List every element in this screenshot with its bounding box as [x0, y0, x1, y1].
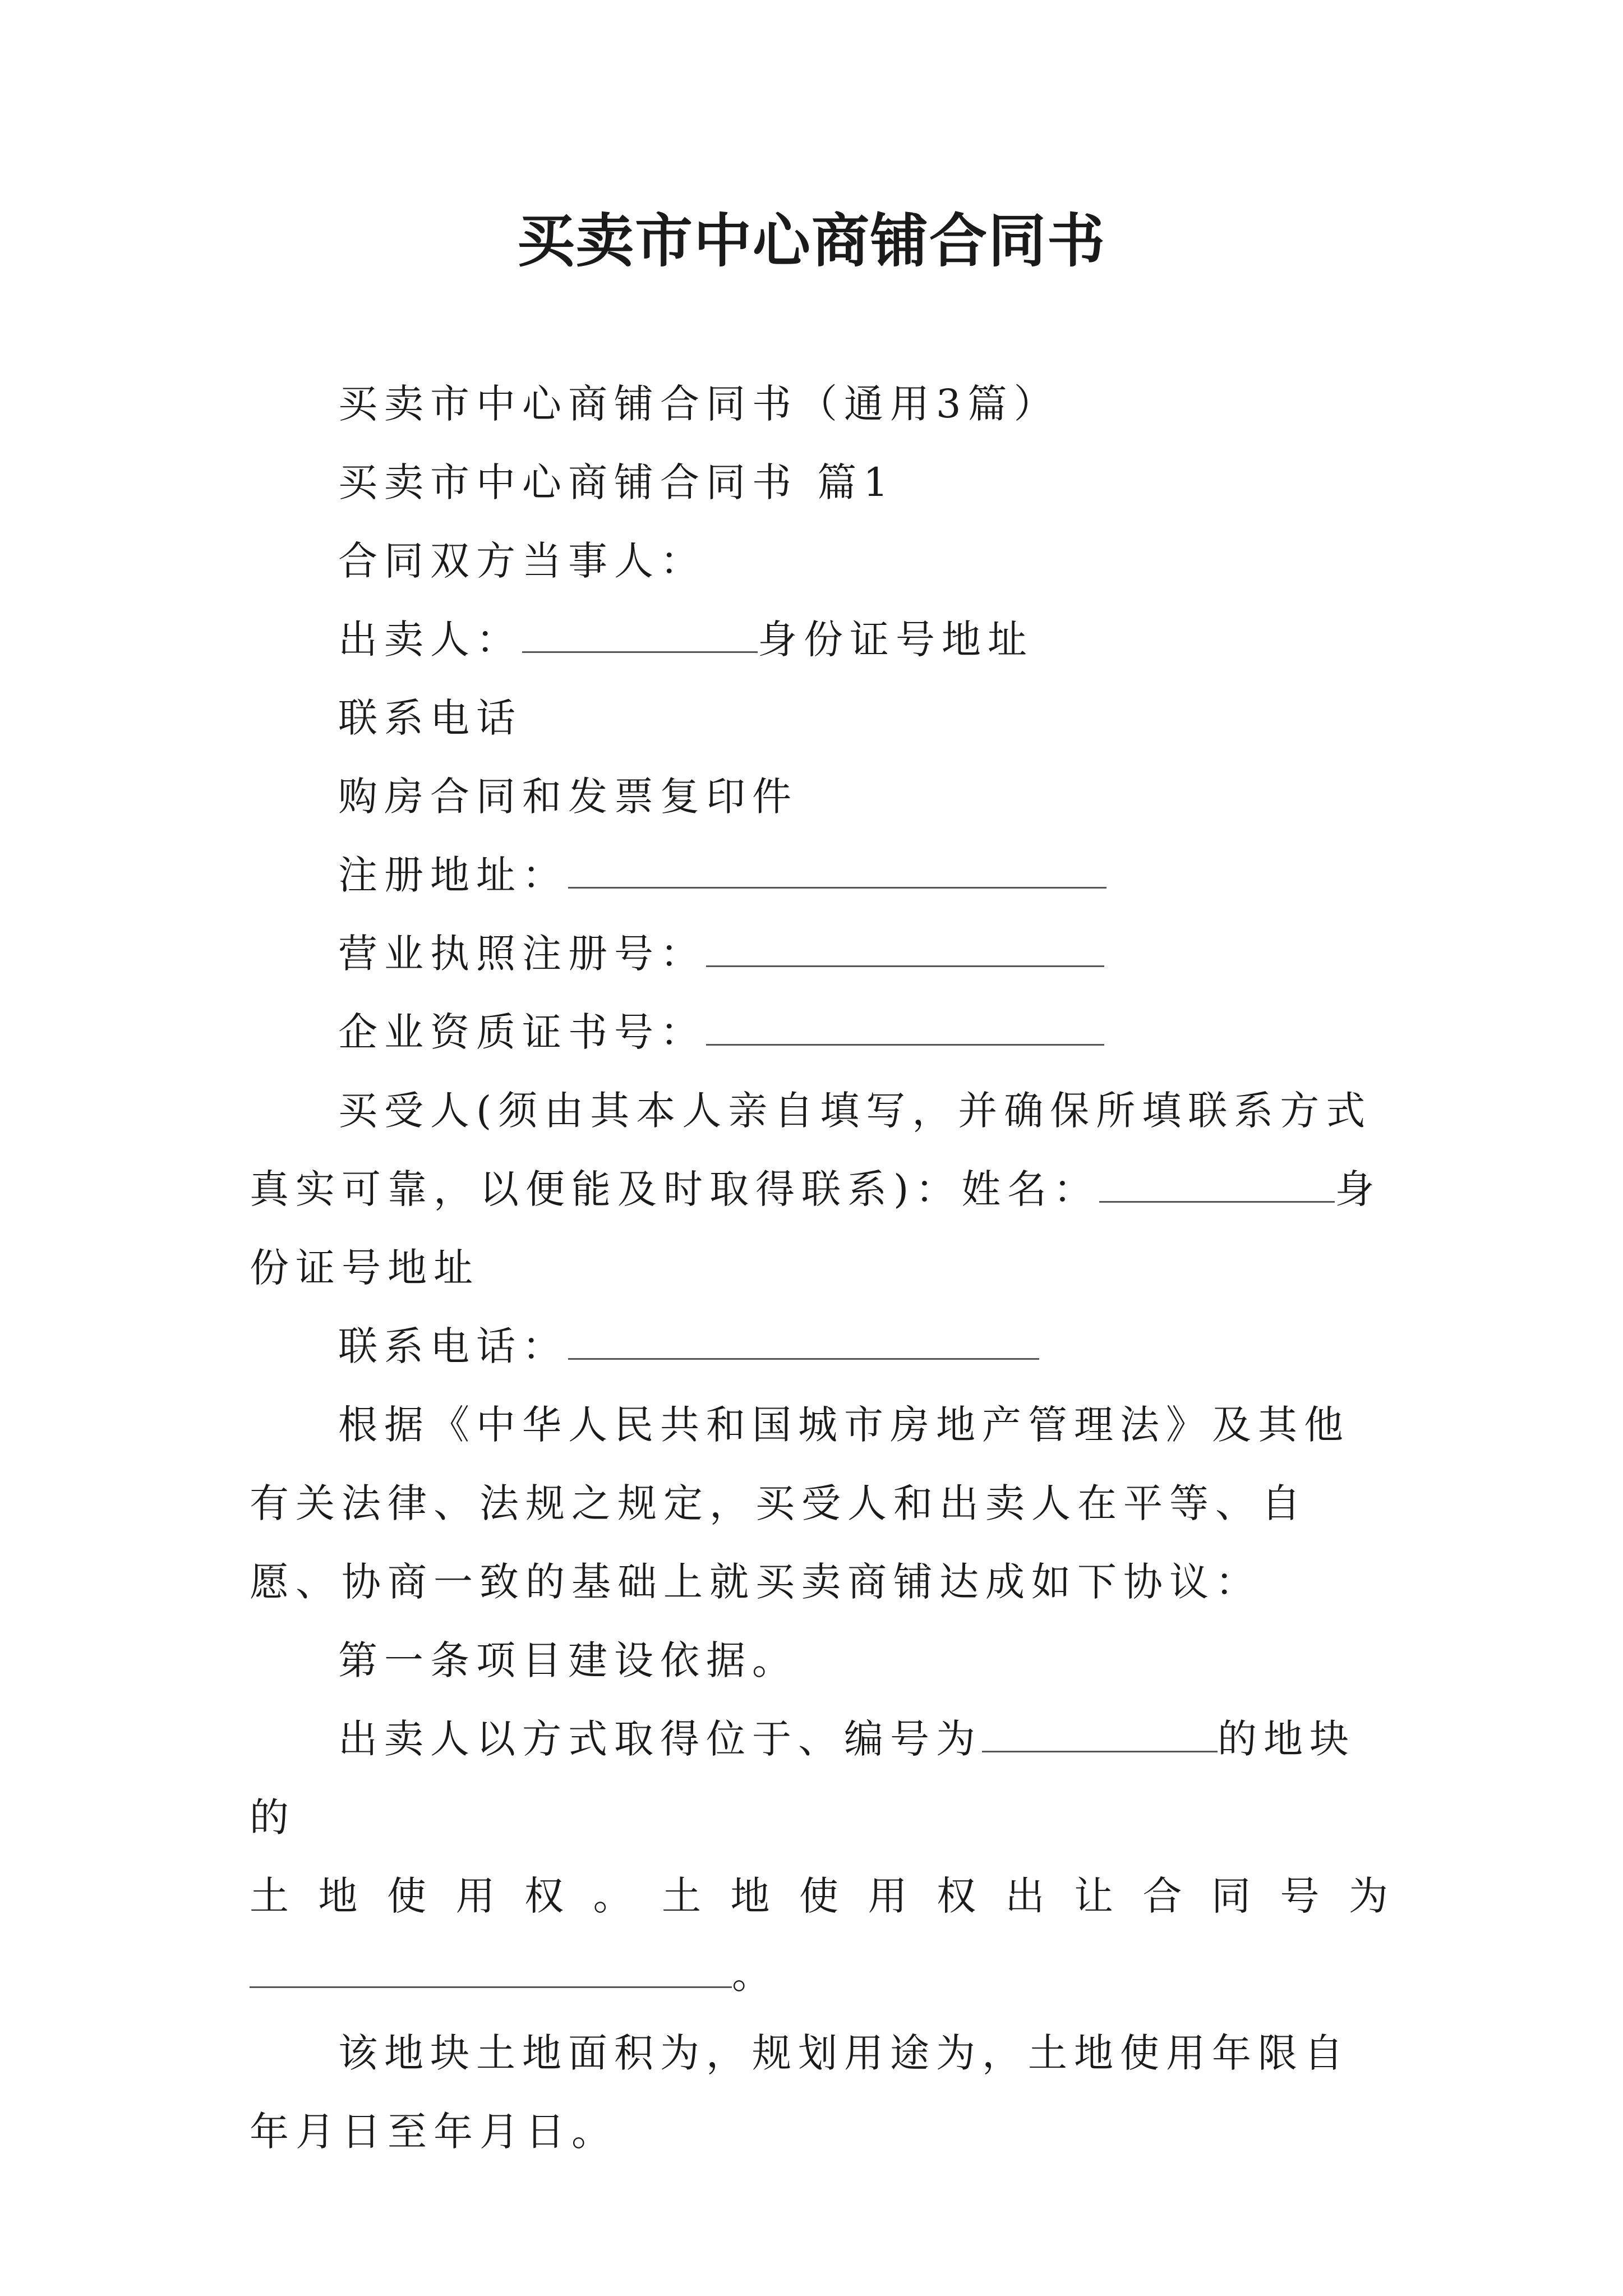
- paragraph-land-use-right: 土地使用权。土地使用权出让合同号为: [250, 1873, 1388, 1919]
- seller-label: 出卖人：: [338, 616, 522, 662]
- paragraph-registered-address: [250, 836, 1388, 914]
- parcel-number-blank: [982, 1716, 1218, 1752]
- contract-number-period: 。: [732, 1952, 778, 1998]
- paragraph-legal-basis: 根据《中华人民共和国城市房地产管理法》及其他有关法律、法规之规定，买受人和出卖人在平等、自愿、协商一致的基础上就买卖商铺达成如下协议：: [250, 1402, 1350, 1605]
- paragraph-business-license: [250, 914, 1388, 993]
- paragraph-documents: 购房合同和发票复印件: [338, 774, 798, 820]
- qualification-blank: [706, 1009, 1104, 1046]
- qualification-label: 企业资质证书号：: [338, 1009, 706, 1055]
- registered-address-blank: [568, 852, 1106, 889]
- paragraph-article-1: 第一条项目建设依据。: [338, 1637, 798, 1683]
- paragraph-parties: 合同双方当事人：: [338, 538, 706, 584]
- paragraph-buyer: [250, 1071, 1388, 1307]
- paragraph-contract-number: [250, 1935, 1388, 2014]
- buyer-phone-blank: [568, 1323, 1039, 1360]
- buyer-name-blank: [1099, 1166, 1335, 1203]
- buyer-label: 买受人(须由其本人亲自填写，并确保所填联系方式真实可靠，以便能及时取得联系)：姓名：: [250, 1088, 1372, 1212]
- business-license-blank: [706, 931, 1104, 967]
- document-body: [250, 365, 1388, 2171]
- business-license-label: 营业执照注册号：: [338, 931, 706, 977]
- buyer-id-address-label: 身份证号地址: [250, 1166, 1381, 1291]
- paragraph-seller-phone: 联系电话: [338, 695, 522, 741]
- paragraph-part-heading: 买卖市中心商铺合同书 篇1: [338, 459, 895, 505]
- paragraph-land-parcel: [250, 1700, 1388, 1857]
- document-title: 买卖市中心商铺合同书: [517, 207, 1106, 275]
- land-parcel-text: 出卖人以方式取得位于、编号为: [338, 1716, 982, 1762]
- paragraph-buyer-phone: [250, 1307, 1388, 1386]
- paragraph-land-area: 该地块土地面积为，规划用途为，土地使用年限自年月日至年月日。: [250, 2030, 1350, 2155]
- paragraph-qualification: [250, 993, 1388, 1071]
- buyer-phone-label: 联系电话：: [338, 1323, 568, 1369]
- seller-id-address-label: 身份证号地址: [758, 616, 1034, 662]
- contract-number-blank: [250, 1952, 732, 1988]
- land-parcel-suffix: 的地块的: [250, 1716, 1355, 1841]
- paragraph-collection-title: 买卖市中心商铺合同书（通用3篇）: [338, 381, 1060, 427]
- seller-blank: [522, 616, 758, 653]
- paragraph-seller: [250, 600, 1388, 679]
- registered-address-label: 注册地址：: [338, 852, 568, 898]
